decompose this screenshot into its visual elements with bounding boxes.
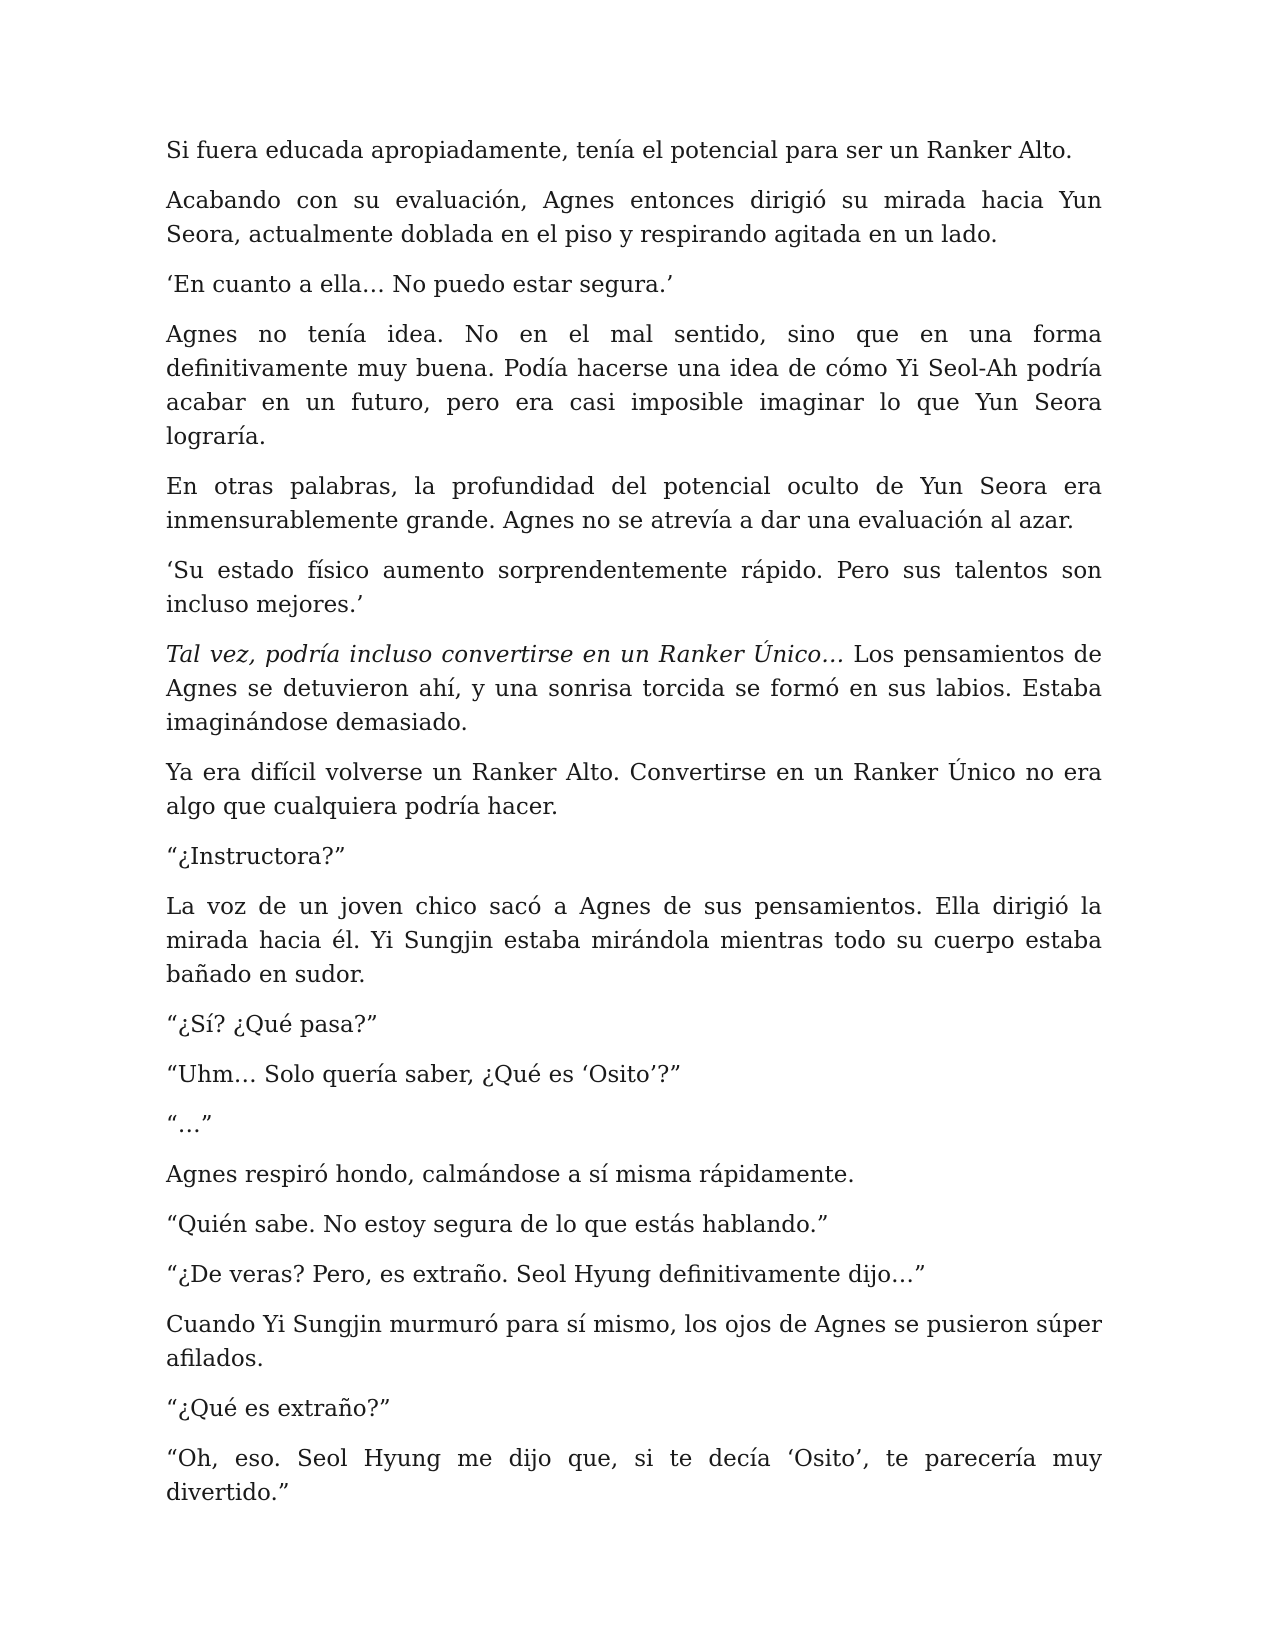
paragraph: ‘Su estado físico aumento sorprendentemente rápido. Pero sus talentos son incluso mejores.’ xyxy=(166,558,1102,618)
paragraph: En otras palabras, la profundidad del potencial oculto de Yun Seora era inmensurablemente grande. Agnes no se atrevía a dar una evaluación al azar. xyxy=(166,474,1102,534)
paragraph: “¿De veras? Pero, es extraño. Seol Hyung definitivamente dijo…” xyxy=(166,1262,926,1288)
paragraph: “…” xyxy=(166,1112,213,1138)
paragraph: Acabando con su evaluación, Agnes entonces dirigió su mirada hacia Yun Seora, actualmente doblada en el piso y respirando agitada en un lado. xyxy=(166,188,1102,248)
paragraph: Ya era difícil volverse un Ranker Alto. Convertirse en un Ranker Único no era algo que cualquiera podría hacer. xyxy=(166,760,1102,820)
paragraph: “¿Instructora?” xyxy=(166,844,346,870)
document-body xyxy=(166,134,1102,1526)
paragraph: Agnes respiró hondo, calmándose a sí misma rápidamente. xyxy=(166,1162,855,1188)
paragraph: ‘En cuanto a ella… No puedo estar segura.’ xyxy=(166,272,674,298)
paragraph: “¿Sí? ¿Qué pasa?” xyxy=(166,1012,378,1038)
paragraph: “Quién sabe. No estoy segura de lo que estás hablando.” xyxy=(166,1212,829,1238)
paragraph: Agnes no tenía idea. No en el mal sentido, sino que en una forma definitivamente muy buena. Podía hacerse una idea de cómo Yi Seol-Ah podría acabar en un futuro, pero era casi imposible imaginar lo que Yun Seora lograría. xyxy=(166,322,1102,450)
paragraph: Cuando Yi Sungjin murmuró para sí mismo, los ojos de Agnes se pusieron súper afilados. xyxy=(166,1312,1102,1372)
paragraph: “¿Qué es extraño?” xyxy=(166,1396,391,1422)
paragraph: La voz de un joven chico sacó a Agnes de sus pensamientos. Ella dirigió la mirada hacia él. Yi Sungjin estaba mirándola mientras todo su cuerpo estaba bañado en sudor. xyxy=(166,894,1102,988)
italic-thought: Tal vez, podría incluso convertirse en un Ranker Único… xyxy=(166,642,845,668)
paragraph: Si fuera educada apropiadamente, tenía el potencial para ser un Ranker Alto. xyxy=(166,138,1073,164)
paragraph: “Oh, eso. Seol Hyung me dijo que, si te decía ‘Osito’, te parecería muy divertido.” xyxy=(166,1446,1102,1506)
paragraph: Tal vez, podría incluso convertirse en un Ranker Único… Los pensamientos de Agnes se detuvieron ahí, y una sonrisa torcida se formó en sus labios. Estaba imaginándose demasiado. xyxy=(166,642,1102,736)
paragraph: “Uhm… Solo quería saber, ¿Qué es ‘Osito’?” xyxy=(166,1062,682,1088)
